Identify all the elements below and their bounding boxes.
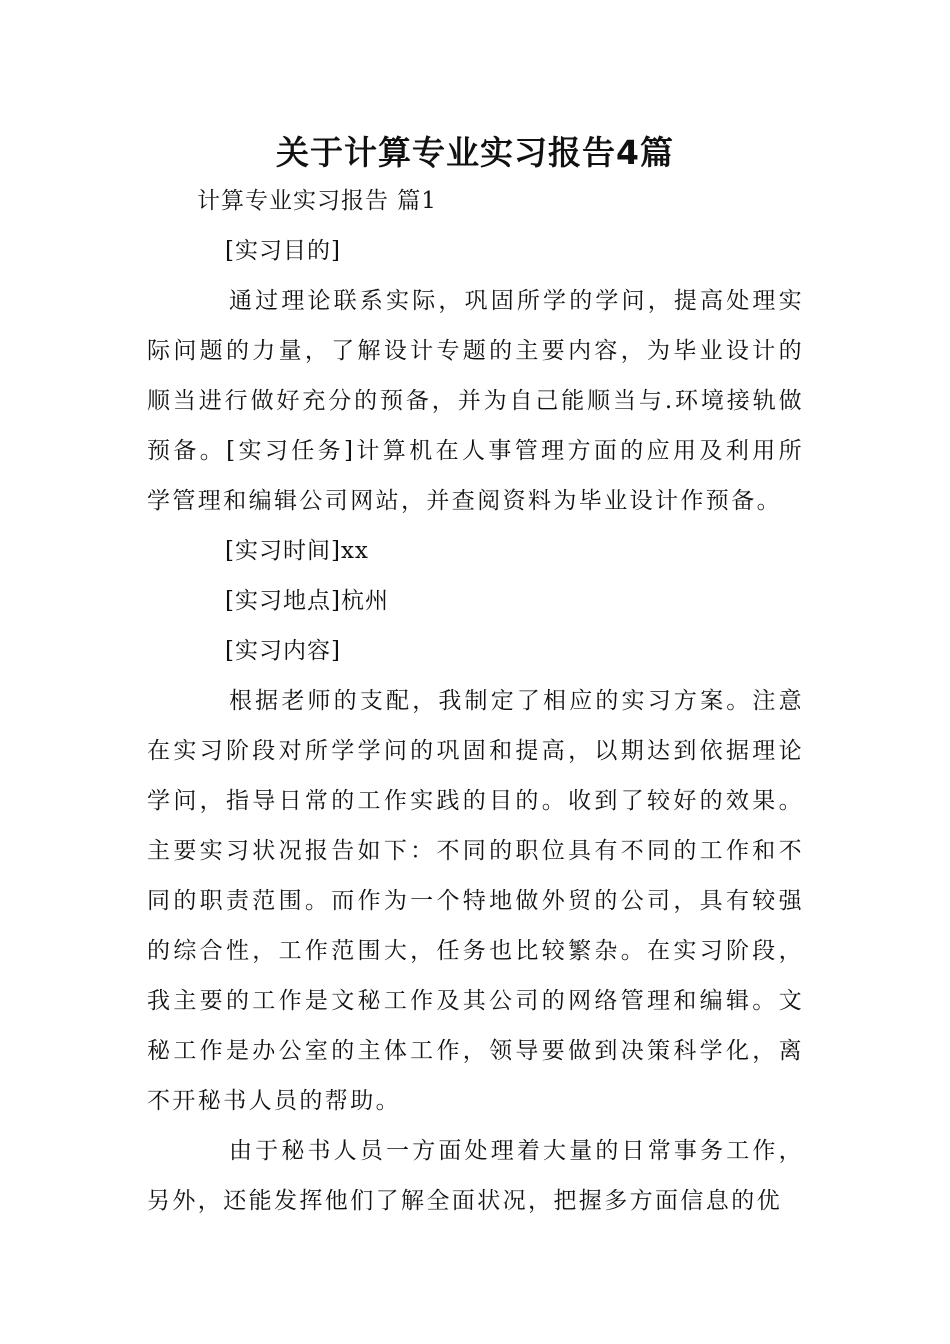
time-label: [实习时间]xx (225, 538, 369, 564)
purpose-label: [实习目的] (225, 238, 341, 264)
content-paragraph: 根据老师的支配，我制定了相应的实习方案。注意在实习阶段对所学学问的巩固和提高，以期达到依据理论学问，指导日常的工作实践的目的。收到了较好的效果。主要实习状况报告如下：不同的职位具有不同的工作和不同的职责范围。而作为一个特地做外贸的公司，具有较强的综合性，工作范围大，任务也比较繁杂。在实习阶段，我主要的工作是文秘工作及其公司的网络管理和编辑。文秘工作是办公室的主体工作，领导要做到决策科学化，离不开秘书人员的帮助。 (147, 688, 804, 1114)
secretary-paragraph: 由于秘书人员一方面处理着大量的日常事务工作，另外，还能发挥他们了解全面状况，把握多方面信息的优 (147, 1138, 804, 1214)
document-body (147, 176, 804, 1226)
place-label: [实习地点]杭州 (225, 588, 389, 614)
content-label: [实习内容] (225, 638, 341, 664)
section-subheading: 计算专业实习报告 篇1 (197, 188, 437, 214)
purpose-paragraph: 通过理论联系实际，巩固所学的学问，提高处理实际问题的力量，了解设计专题的主要内容，为毕业设计的顺当进行做好充分的预备，并为自己能顺当与.环境接轨做预备。[实习任务]计算机在人事管理方面的应用及利用所学管理和编辑公司网站，并查阅资料为毕业设计作预备。 (147, 288, 804, 514)
document-title: 关于计算专业实习报告4篇 (276, 133, 674, 172)
